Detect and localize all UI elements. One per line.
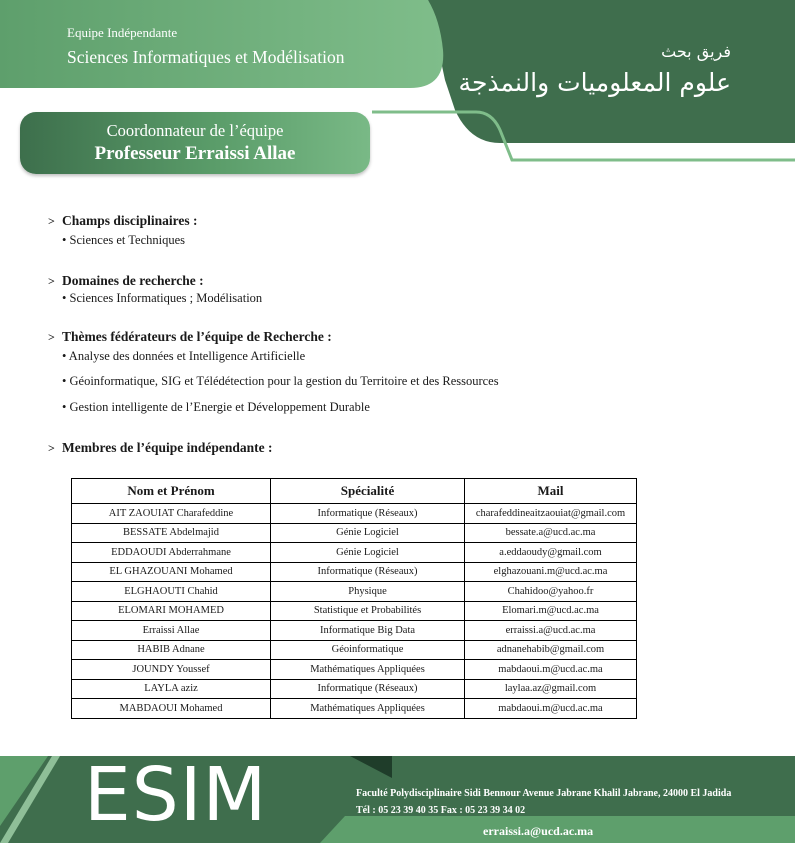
cell-name: MABDAOUI Mohamed	[72, 699, 271, 719]
table-row	[72, 621, 637, 641]
cell-mail: erraissi.a@ucd.ac.ma	[465, 621, 637, 641]
cell-mail: a.eddaoudy@gmail.com	[465, 543, 637, 563]
table-row	[72, 660, 637, 680]
cell-specialty: Génie Logiciel	[271, 523, 465, 543]
table-header-row	[72, 479, 637, 504]
cell-mail: laylaa.az@gmail.com	[465, 679, 637, 699]
arrow-icon: >	[48, 441, 55, 455]
arrow-icon: >	[48, 330, 55, 344]
cell-mail: bessate.a@ucd.ac.ma	[465, 523, 637, 543]
cell-mail: Chahidoo@yahoo.fr	[465, 582, 637, 602]
header-name: Nom et Prénom	[72, 479, 271, 504]
coordinator-box	[20, 112, 370, 174]
coordinator-role: Coordonnateur de l’équipe	[106, 121, 284, 140]
list-item: • Sciences Informatiques ; Modélisation	[62, 291, 263, 305]
cell-name: LAYLA aziz	[72, 679, 271, 699]
arrow-icon: >	[48, 214, 55, 228]
cell-specialty: Informatique (Réseaux)	[271, 562, 465, 582]
cell-specialty: Mathématiques Appliquées	[271, 699, 465, 719]
cell-specialty: Mathématiques Appliquées	[271, 660, 465, 680]
section-title-members: > Membres de l’équipe indépendante :	[48, 440, 273, 455]
cell-name: EL GHAZOUANI Mohamed	[72, 562, 271, 582]
cell-mail: mabdaoui.m@ucd.ac.ma	[465, 699, 637, 719]
table-row	[72, 504, 637, 524]
table-row	[72, 582, 637, 602]
header-mail: Mail	[465, 479, 637, 504]
list-item: • Gestion intelligente de l’Energie et Développement Durable	[62, 400, 370, 414]
cell-mail: elghazouani.m@ucd.ac.ma	[465, 562, 637, 582]
cell-specialty: Informatique (Réseaux)	[271, 679, 465, 699]
arrow-icon: >	[48, 274, 55, 288]
section-title-disciplines: > Champs disciplinaires :	[48, 213, 198, 228]
cell-specialty: Informatique Big Data	[271, 621, 465, 641]
cell-name: ELOMARI MOHAMED	[72, 601, 271, 621]
cell-mail: charafeddineaitzaouiat@gmail.com	[465, 504, 637, 524]
list-item: • Sciences et Techniques	[62, 233, 186, 247]
list-item: • Géoinformatique, SIG et Télédétection pour la gestion du Territoire et des Ressources	[62, 374, 499, 388]
footer-address: Faculté Polydisciplinaire Sidi Bennour Avenue Jabrane Khalil Jabrane, 24000 El Jadida	[356, 788, 732, 799]
cell-mail: mabdaoui.m@ucd.ac.ma	[465, 660, 637, 680]
table-row	[72, 679, 637, 699]
cell-name: JOUNDY Youssef	[72, 660, 271, 680]
header-specialty: Spécialité	[271, 479, 465, 504]
cell-specialty: Informatique (Réseaux)	[271, 504, 465, 524]
cell-specialty: Statistique et Probabilités	[271, 601, 465, 621]
section-title-themes: > Thèmes fédérateurs de l’équipe de Recherche :	[48, 329, 332, 344]
table-row	[72, 699, 637, 719]
cell-mail: Elomari.m@ucd.ac.ma	[465, 601, 637, 621]
members-table	[71, 478, 637, 719]
cell-specialty: Physique	[271, 582, 465, 602]
cell-mail: adnanehabib@gmail.com	[465, 640, 637, 660]
table-row	[72, 601, 637, 621]
list-item: • Analyse des données et Intelligence Artificielle	[62, 349, 306, 363]
esim-logo: ESIM	[84, 752, 268, 838]
team-name: Sciences Informatiques et Modélisation	[67, 47, 345, 67]
table-row	[72, 543, 637, 563]
cell-specialty: Génie Logiciel	[271, 543, 465, 563]
section-title-domains: > Domaines de recherche :	[48, 273, 204, 288]
cell-name: EDDAOUDI Abderrahmane	[72, 543, 271, 563]
footer-phone-fax: Tél : 05 23 39 40 35 Fax : 05 23 39 34 02	[356, 805, 526, 816]
cell-name: ELGHAOUTI Chahid	[72, 582, 271, 602]
cell-name: Erraissi Allae	[72, 621, 271, 641]
arabic-team-type: فريق بحث	[661, 42, 731, 61]
team-type: Equipe Indépendante	[67, 25, 178, 40]
table-row	[72, 523, 637, 543]
cell-name: AIT ZAOUIAT Charafeddine	[72, 504, 271, 524]
cell-name: BESSATE Abdelmajid	[72, 523, 271, 543]
cell-specialty: Géoinformatique	[271, 640, 465, 660]
footer-email[interactable]: erraissi.a@ucd.ac.ma	[483, 824, 594, 838]
table-row	[72, 562, 637, 582]
arabic-team-name: علوم المعلوميات والنمذجة	[458, 68, 731, 97]
coordinator-name: Professeur Erraissi Allae	[94, 143, 296, 164]
table-row	[72, 640, 637, 660]
cell-name: HABIB Adnane	[72, 640, 271, 660]
